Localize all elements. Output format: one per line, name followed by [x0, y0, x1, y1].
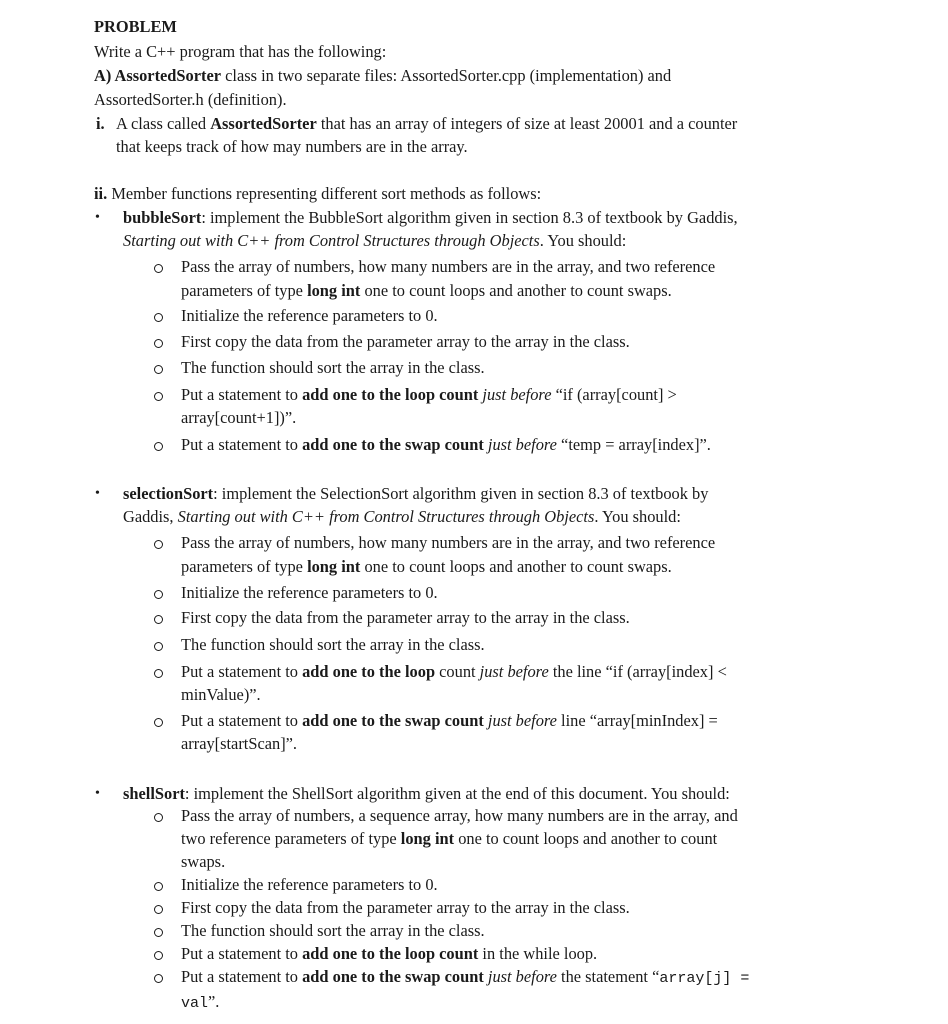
- bubble-sub-bullet-6: [154, 442, 163, 451]
- selection-s4: The function should sort the array in the class.: [181, 635, 485, 654]
- selection-sub-bullet-1: [154, 540, 163, 549]
- selection-s5-line-1: [181, 661, 727, 684]
- selection-s1-post: one to count loops and another to count swaps.: [360, 557, 672, 576]
- shell-s6-code: array[j] =: [659, 970, 750, 987]
- selection-s5-bold: add one to the loop: [302, 662, 436, 681]
- bubble-s5-pre: Put a statement to: [181, 385, 303, 404]
- bubble-name: bubbleSort: [123, 208, 202, 227]
- shell-s6-italic: just before: [483, 967, 557, 986]
- bubble-s3: First copy the data from the parameter array to the array in the class.: [181, 332, 630, 351]
- shell-sub-bullet-6: [154, 974, 163, 983]
- selection-line2-pre: Gaddis,: [123, 507, 178, 526]
- item-i-classname: AssortedSorter: [210, 114, 317, 133]
- shell-s5-bold: add one to the loop count: [302, 944, 479, 963]
- shell-s6-post: the statement “: [556, 967, 660, 986]
- bubble-bullet: •: [95, 210, 100, 225]
- problem-heading: PROBLEM: [94, 17, 177, 36]
- bubble-s6-pre: Put a statement to: [181, 435, 303, 454]
- bubble-after-book: . You should:: [539, 231, 627, 250]
- bubble-line-2: [123, 230, 626, 253]
- shell-sub-bullet-1: [154, 813, 163, 822]
- shell-s4: The function should sort the array in the class.: [181, 921, 485, 940]
- shell-s6-line-1: [181, 966, 749, 991]
- shell-line-1: [123, 783, 730, 806]
- selection-bullet: •: [95, 486, 100, 501]
- intro-line: Write a C++ program that has the following:: [94, 42, 387, 61]
- shell-bullet: •: [95, 786, 100, 801]
- selection-sub-bullet-2: [154, 590, 163, 599]
- selection-name: selectionSort: [123, 484, 214, 503]
- shell-s1-bold: long int: [400, 829, 455, 848]
- bubble-s1-pre: parameters of type: [181, 281, 308, 300]
- item-i-line-2: that keeps track of how may numbers are in the array.: [116, 137, 468, 156]
- bubble-sub-bullet-3: [154, 339, 163, 348]
- shell-s6-pre: Put a statement to: [181, 967, 303, 986]
- selection-sub-bullet-5: [154, 669, 163, 678]
- shell-s1-pre: two reference parameters of type: [181, 829, 401, 848]
- bubble-desc: : implement the BubbleSort algorithm given in section 8.3 of textbook by Gaddis,: [201, 208, 738, 227]
- bubble-s6-post: “temp = array[index]”.: [556, 435, 711, 454]
- shell-s6-code-2: val: [181, 995, 209, 1012]
- shell-s3: First copy the data from the parameter array to the array in the class.: [181, 898, 630, 917]
- shell-s1-line-2: [181, 828, 717, 851]
- shell-s5-post: in the while loop.: [478, 944, 598, 963]
- selection-after-book: . You should:: [594, 507, 681, 526]
- bubble-s6-bold: add one to the swap count: [302, 435, 484, 454]
- selection-sub-bullet-3: [154, 615, 163, 624]
- bubble-s1-line-1: Pass the array of numbers, how many numbers are in the array, and two reference: [181, 257, 716, 276]
- selection-s1-bold: long int: [307, 557, 361, 576]
- shell-s1-line-1: Pass the array of numbers, a sequence array, how many numbers are in the array, and: [181, 806, 738, 825]
- bubble-sub-bullet-4: [154, 365, 163, 374]
- shell-s5: [181, 943, 597, 966]
- selection-s6-bold: add one to the swap count: [302, 711, 484, 730]
- selection-sub-bullet-6: [154, 718, 163, 727]
- selection-s1-pre: parameters of type: [181, 557, 308, 576]
- selection-s6-line-1: [181, 710, 718, 733]
- part-a-rest: class in two separate files: AssortedSorter.cpp (implementation) and: [221, 66, 672, 85]
- bubble-s6-italic: just before: [483, 435, 557, 454]
- shell-name: shellSort: [123, 784, 185, 803]
- item-ii-line: [94, 183, 541, 206]
- selection-line-2: [123, 506, 681, 529]
- selection-s5-mid: count: [435, 662, 476, 681]
- selection-s5-pre: Put a statement to: [181, 662, 303, 681]
- selection-s5-line-2: minValue)”.: [181, 685, 261, 704]
- bubble-s1-line-2: [181, 280, 672, 303]
- bubble-sub-bullet-2: [154, 313, 163, 322]
- bubble-s5-line-1: [181, 384, 677, 407]
- selection-book-title: Starting out with C++ from Control Structures through Objects: [177, 507, 595, 526]
- selection-s1-line-2: [181, 556, 672, 579]
- selection-s5-italic: just before: [475, 662, 549, 681]
- bubble-s2: Initialize the reference parameters to 0.: [181, 306, 438, 325]
- selection-s2: Initialize the reference parameters to 0.: [181, 583, 438, 602]
- selection-s3: First copy the data from the parameter array to the array in the class.: [181, 608, 630, 627]
- item-ii-text: Member functions representing different sort methods as follows:: [107, 184, 542, 203]
- bubble-s5-line-2: array[count+1])”.: [181, 408, 297, 427]
- shell-s2: Initialize the reference parameters to 0.: [181, 875, 438, 894]
- item-i-pre: A class called: [116, 114, 211, 133]
- bubble-s5-bold: add one to the loop count: [302, 385, 479, 404]
- part-a-line: [94, 65, 671, 88]
- shell-s6-bold: add one to the swap count: [302, 967, 484, 986]
- shell-sub-bullet-3: [154, 905, 163, 914]
- shell-s1-line-3: swaps.: [181, 852, 226, 871]
- part-a-label: A): [94, 66, 115, 85]
- selection-s6-pre: Put a statement to: [181, 711, 303, 730]
- item-ii-number: ii.: [94, 184, 108, 203]
- shell-desc: : implement the ShellSort algorithm given at the end of this document. You should:: [184, 784, 730, 803]
- selection-s5-post: the line “if (array[index] <: [548, 662, 727, 681]
- shell-s5-pre: Put a statement to: [181, 944, 303, 963]
- selection-line-1: [123, 483, 708, 506]
- bubble-s1-bold: long int: [307, 281, 361, 300]
- shell-s1-post: one to count loops and another to count: [454, 829, 718, 848]
- shell-sub-bullet-5: [154, 951, 163, 960]
- selection-desc: : implement the SelectionSort algorithm given in section 8.3 of textbook by: [213, 484, 709, 503]
- item-i-line-1: [116, 113, 737, 136]
- part-a-line-2: AssortedSorter.h (definition).: [94, 90, 287, 109]
- selection-sub-bullet-4: [154, 642, 163, 651]
- bubble-book-title: Starting out with C++ from Control Structures through Objects: [123, 231, 540, 250]
- selection-s6-line-2: array[startScan]”.: [181, 734, 298, 753]
- bubble-s6: [181, 434, 711, 457]
- item-i-post: that has an array of integers of size at least 20001 and a counter: [316, 114, 738, 133]
- shell-sub-bullet-2: [154, 882, 163, 891]
- shell-s6-line-2: [181, 991, 219, 1016]
- bubble-line-1: [123, 207, 738, 230]
- bubble-sub-bullet-5: [154, 392, 163, 401]
- bubble-s4: The function should sort the array in the class.: [181, 358, 485, 377]
- bubble-s1-post: one to count loops and another to count swaps.: [360, 281, 672, 300]
- selection-s1-line-1: Pass the array of numbers, how many numbers are in the array, and two reference: [181, 533, 716, 552]
- shell-sub-bullet-4: [154, 928, 163, 937]
- bubble-s5-italic: just before: [478, 385, 552, 404]
- shell-s6-line2-post: ”.: [208, 992, 220, 1011]
- selection-s6-post: line “array[minIndex] =: [556, 711, 718, 730]
- bubble-s5-post: “if (array[count] >: [551, 385, 677, 404]
- selection-s6-italic: just before: [483, 711, 557, 730]
- bubble-sub-bullet-1: [154, 264, 163, 273]
- part-a-classname: AssortedSorter: [114, 66, 222, 85]
- item-i-number: i.: [96, 114, 105, 133]
